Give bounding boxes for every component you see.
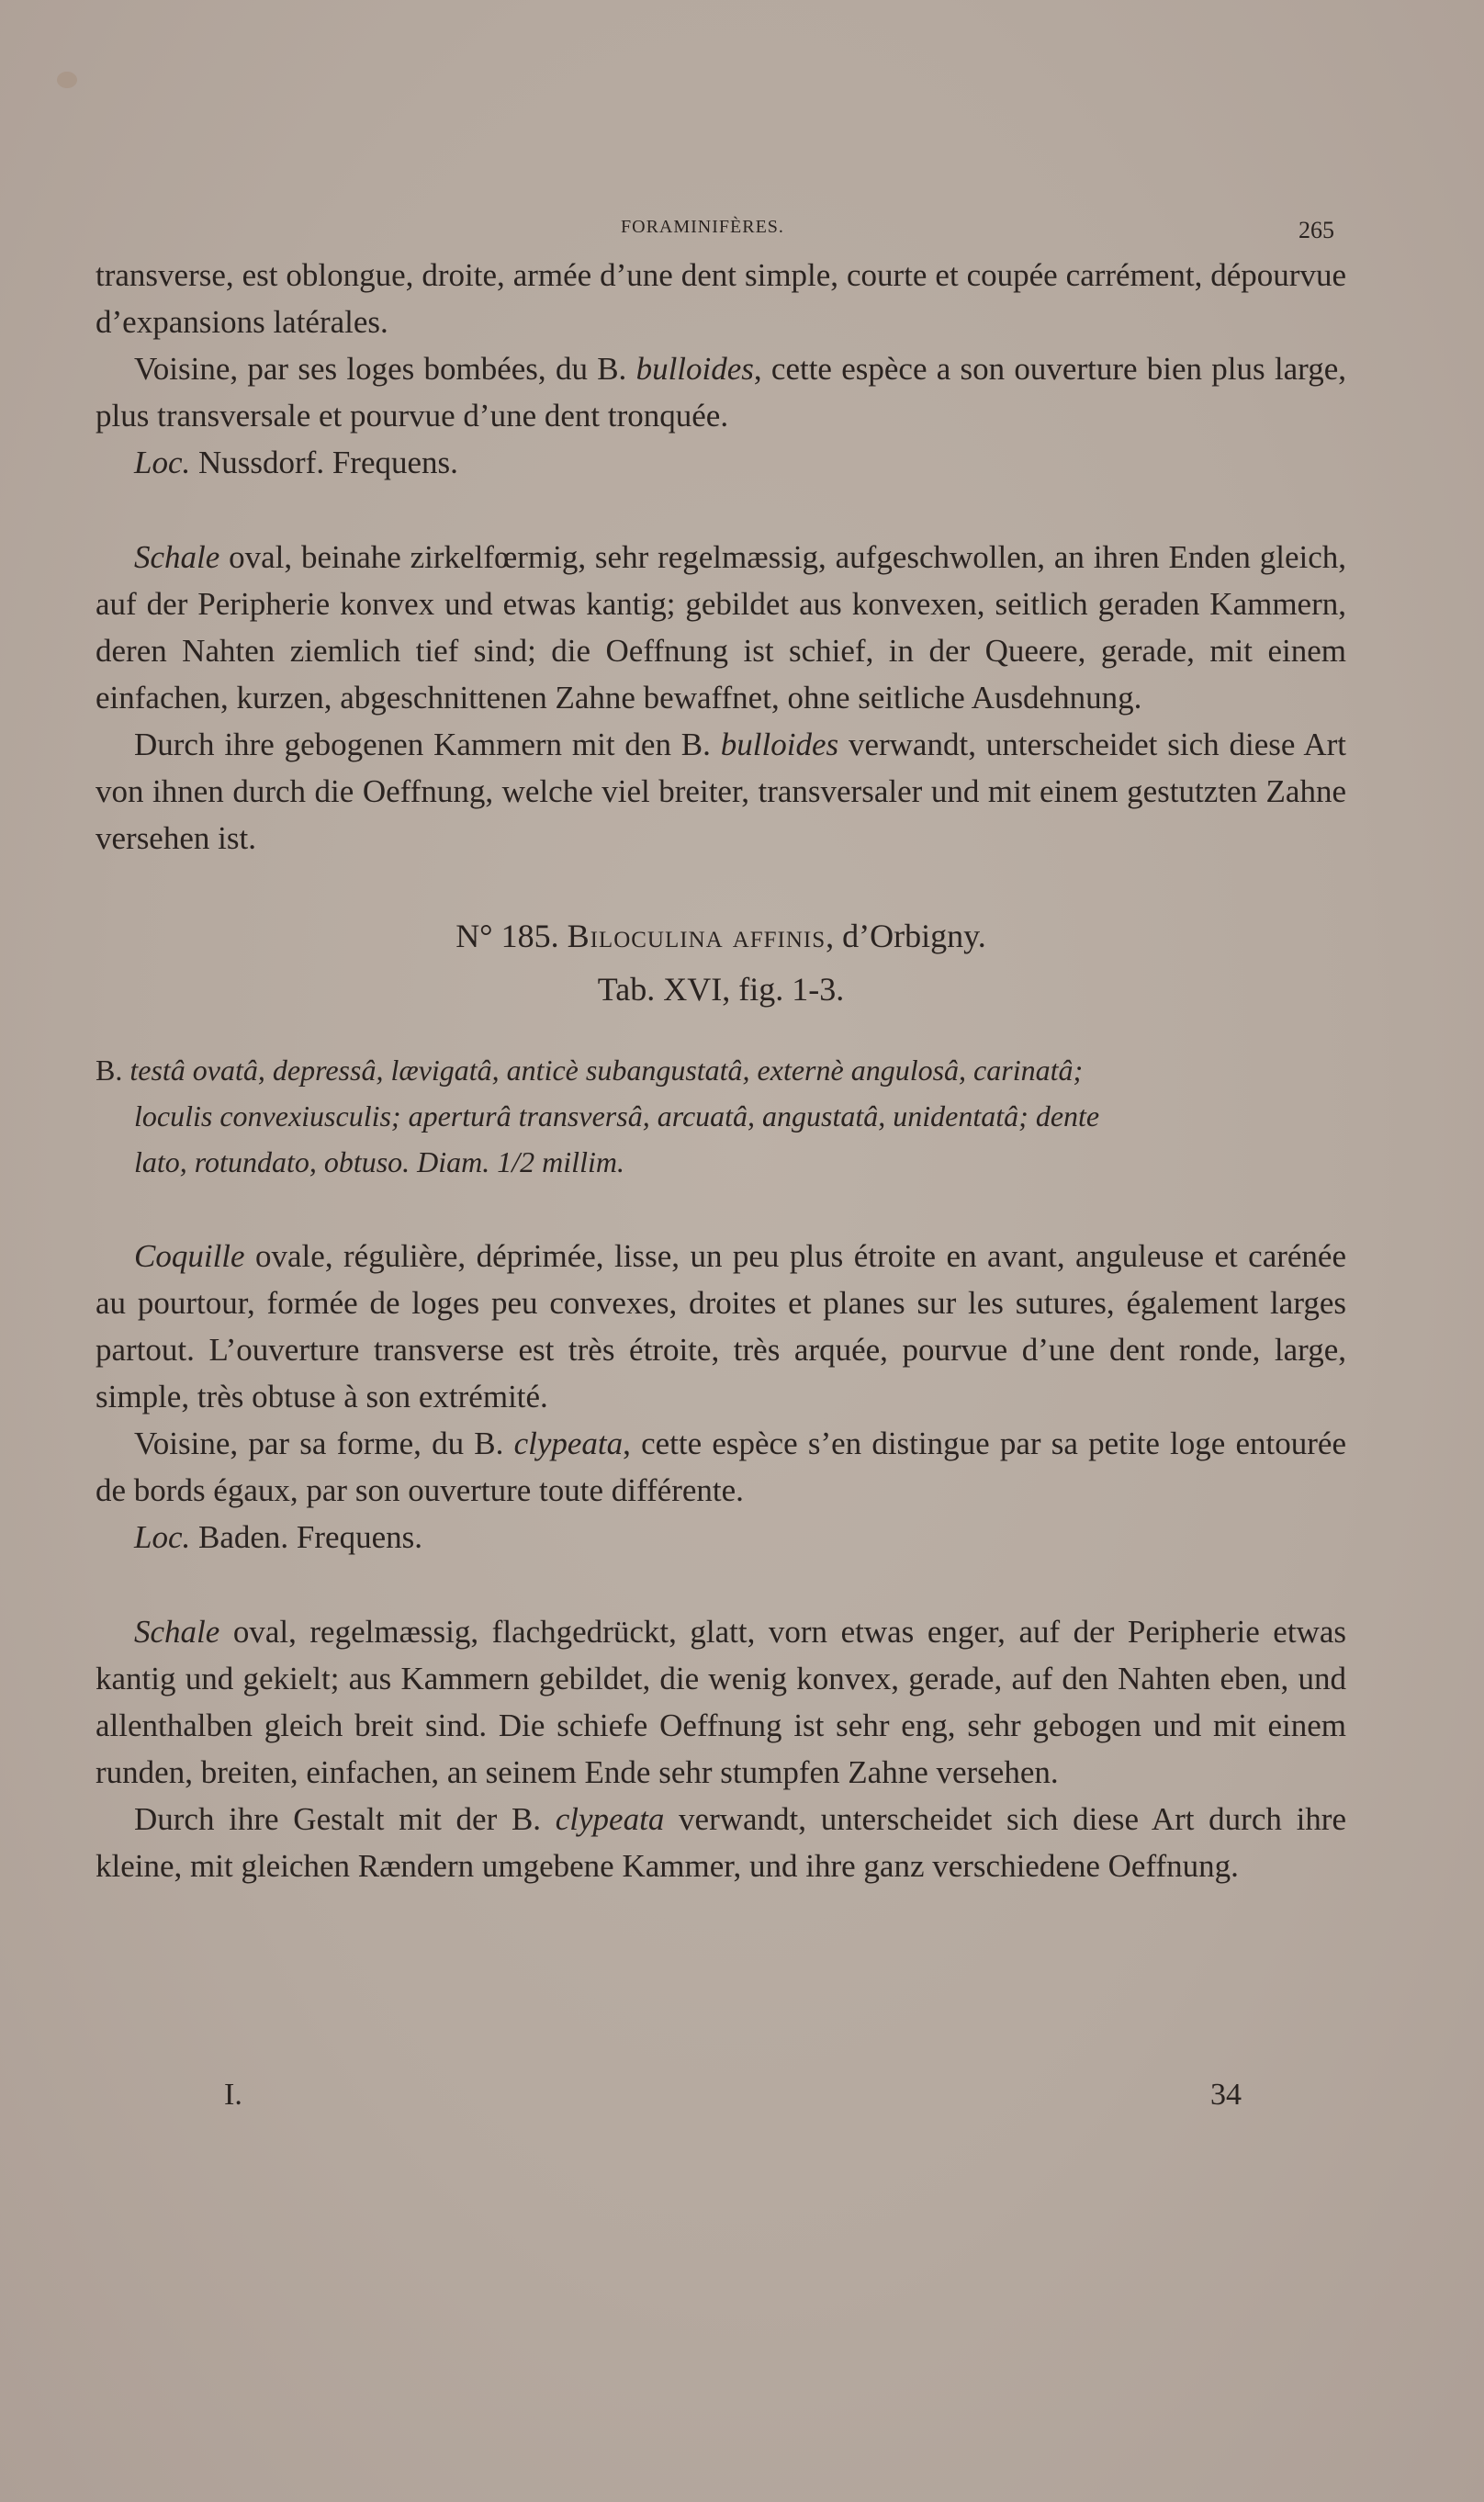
text-run: Voisine, par ses loges bombées, du B. — [134, 351, 636, 387]
locality-text: Baden. Frequens. — [190, 1519, 422, 1555]
text-run: verwandt, unterscheidet sich diese Art durch ihre kleine, mit gleichen Rændern umgebene Kammer, und ihre ganz verschiedene Oeffnung. — [96, 1801, 1347, 1884]
diagnosis-line: lato, rotundato, obtuso. Diam. 1/2 millim. — [134, 1145, 624, 1178]
text-run: Durch ihre Gestalt mit der B. — [134, 1801, 556, 1837]
spacer — [96, 862, 1346, 909]
species-name: clypeata — [513, 1426, 624, 1461]
paragraph-text: oval, regelmæssig, flachgedrückt, glatt, vorn etwas enger, auf der Peripherie etwas kantig und gekielt; aus Kammern gebildet, die wenig konvex, gerade, auf den Nahten eben, und allenthalben gleich breit sind. Die schiefe Oeffnung ist sehr eng, sehr gebogen und mit einem runden, breiten, einfachen, an seinem Ende sehr stumpfen Zahne versehen. — [96, 1614, 1346, 1790]
paragraph-comparison-fr-2 — [96, 1420, 1346, 1514]
paragraph-locality — [96, 439, 1346, 486]
spacer — [96, 1561, 1346, 1608]
genus-abbrev: B. — [96, 1054, 123, 1087]
term-label: Schale — [134, 539, 220, 575]
text-block-top — [96, 252, 1346, 1889]
signature-mark: I. — [224, 2078, 242, 2112]
paragraph-comparison-fr — [96, 345, 1346, 439]
species-title: Biloculina affinis — [567, 918, 826, 954]
sheet-number: 34 — [1210, 2078, 1242, 2112]
diagnosis-line: loculis convexiusculis; aperturâ transversâ, arcuatâ, angustatâ, unidentatâ; dente — [134, 1099, 1100, 1133]
running-title: FORAMINIFÈRES. — [621, 217, 784, 237]
paragraph-description-de-2 — [96, 1608, 1346, 1796]
paragraph-description-de — [96, 534, 1346, 721]
diagnosis-text: testâ ovatâ, depressâ, lævigatâ, anticè subangustatâ, externè angulosâ, carinatâ; — [122, 1054, 1084, 1087]
species-name: clypeata — [555, 1801, 665, 1837]
paragraph-locality-2 — [96, 1514, 1346, 1561]
spacer — [96, 1185, 1346, 1233]
term-label: Coquille — [134, 1238, 245, 1274]
paragraph-text: transverse, est oblongue, droite, armée d’une dent simple, courte et coupée carrément, dépourvue d’expansions latérales. — [96, 257, 1346, 340]
paragraph-text: ovale, régulière, déprimée, lisse, un peu plus étroite en avant, anguleuse et carénée au pourtour, formée de loges peu convexes, droites et planes sur les sutures, également larges partout. L’ouverture transverse est très étroite, très arquée, pourvue d’une dent ronde, large, simple, très obtuse à son extrémité. — [96, 1238, 1346, 1414]
species-number: N° 185. — [455, 918, 559, 954]
spacer — [96, 1016, 1346, 1047]
latin-diagnosis — [96, 1047, 1346, 1185]
text-run: Durch ihre gebogenen Kammern mit den B. — [134, 727, 721, 762]
paragraph-continuation — [96, 252, 1346, 345]
paragraph-description-fr — [96, 1233, 1346, 1420]
paragraph-text: oval, beinahe zirkelfœrmig, sehr regelmæssig, aufgeschwollen, an ihren Enden gleich, auf der Peripherie konvex und etwas kantig; gebildet aus konvexen, seitlich geraden Kammern, deren Nahten ziemlich tief sind; die Oeffnung ist schief, in der Queere, gerade, mit einem einfachen, kurzen, abgeschnittenen Zahne bewaffnet, ohne seitliche Ausdehnung. — [96, 539, 1346, 716]
locality-label: Loc. — [134, 1519, 191, 1555]
text-run: , cette espèce a son ouverture bien plus large, plus transversale et pourvue d’une dent tronquée. — [96, 351, 1346, 434]
species-name: bulloides — [635, 351, 754, 387]
text-run: Voisine, par sa forme, du B. — [134, 1426, 514, 1461]
species-heading — [96, 909, 1346, 963]
paragraph-comparison-de-2 — [96, 1796, 1346, 1889]
locality-text: Nussdorf. Frequens. — [190, 445, 458, 480]
plate-reference: Tab. XVI, fig. 1-3. — [597, 971, 845, 1008]
spacer — [96, 486, 1346, 534]
text-run: , cette espèce s’en distingue par sa petite loge entourée de bords égaux, par son ouverture toute différente. — [96, 1426, 1346, 1508]
locality-label: Loc. — [134, 445, 191, 480]
page-number: 265 — [1298, 217, 1334, 243]
text-run: verwandt, unterscheidet sich diese Art von ihnen durch die Oeffnung, welche viel breiter, transversaler und mit einem gestutzten Zahne versehen ist. — [96, 727, 1346, 856]
paper-stain — [57, 72, 77, 88]
paragraph-comparison-de — [96, 721, 1346, 862]
term-label: Schale — [134, 1614, 220, 1650]
species-name: bulloides — [720, 727, 839, 762]
species-author: , d’Orbigny. — [826, 918, 986, 954]
diagnosis-line — [96, 1047, 1346, 1093]
